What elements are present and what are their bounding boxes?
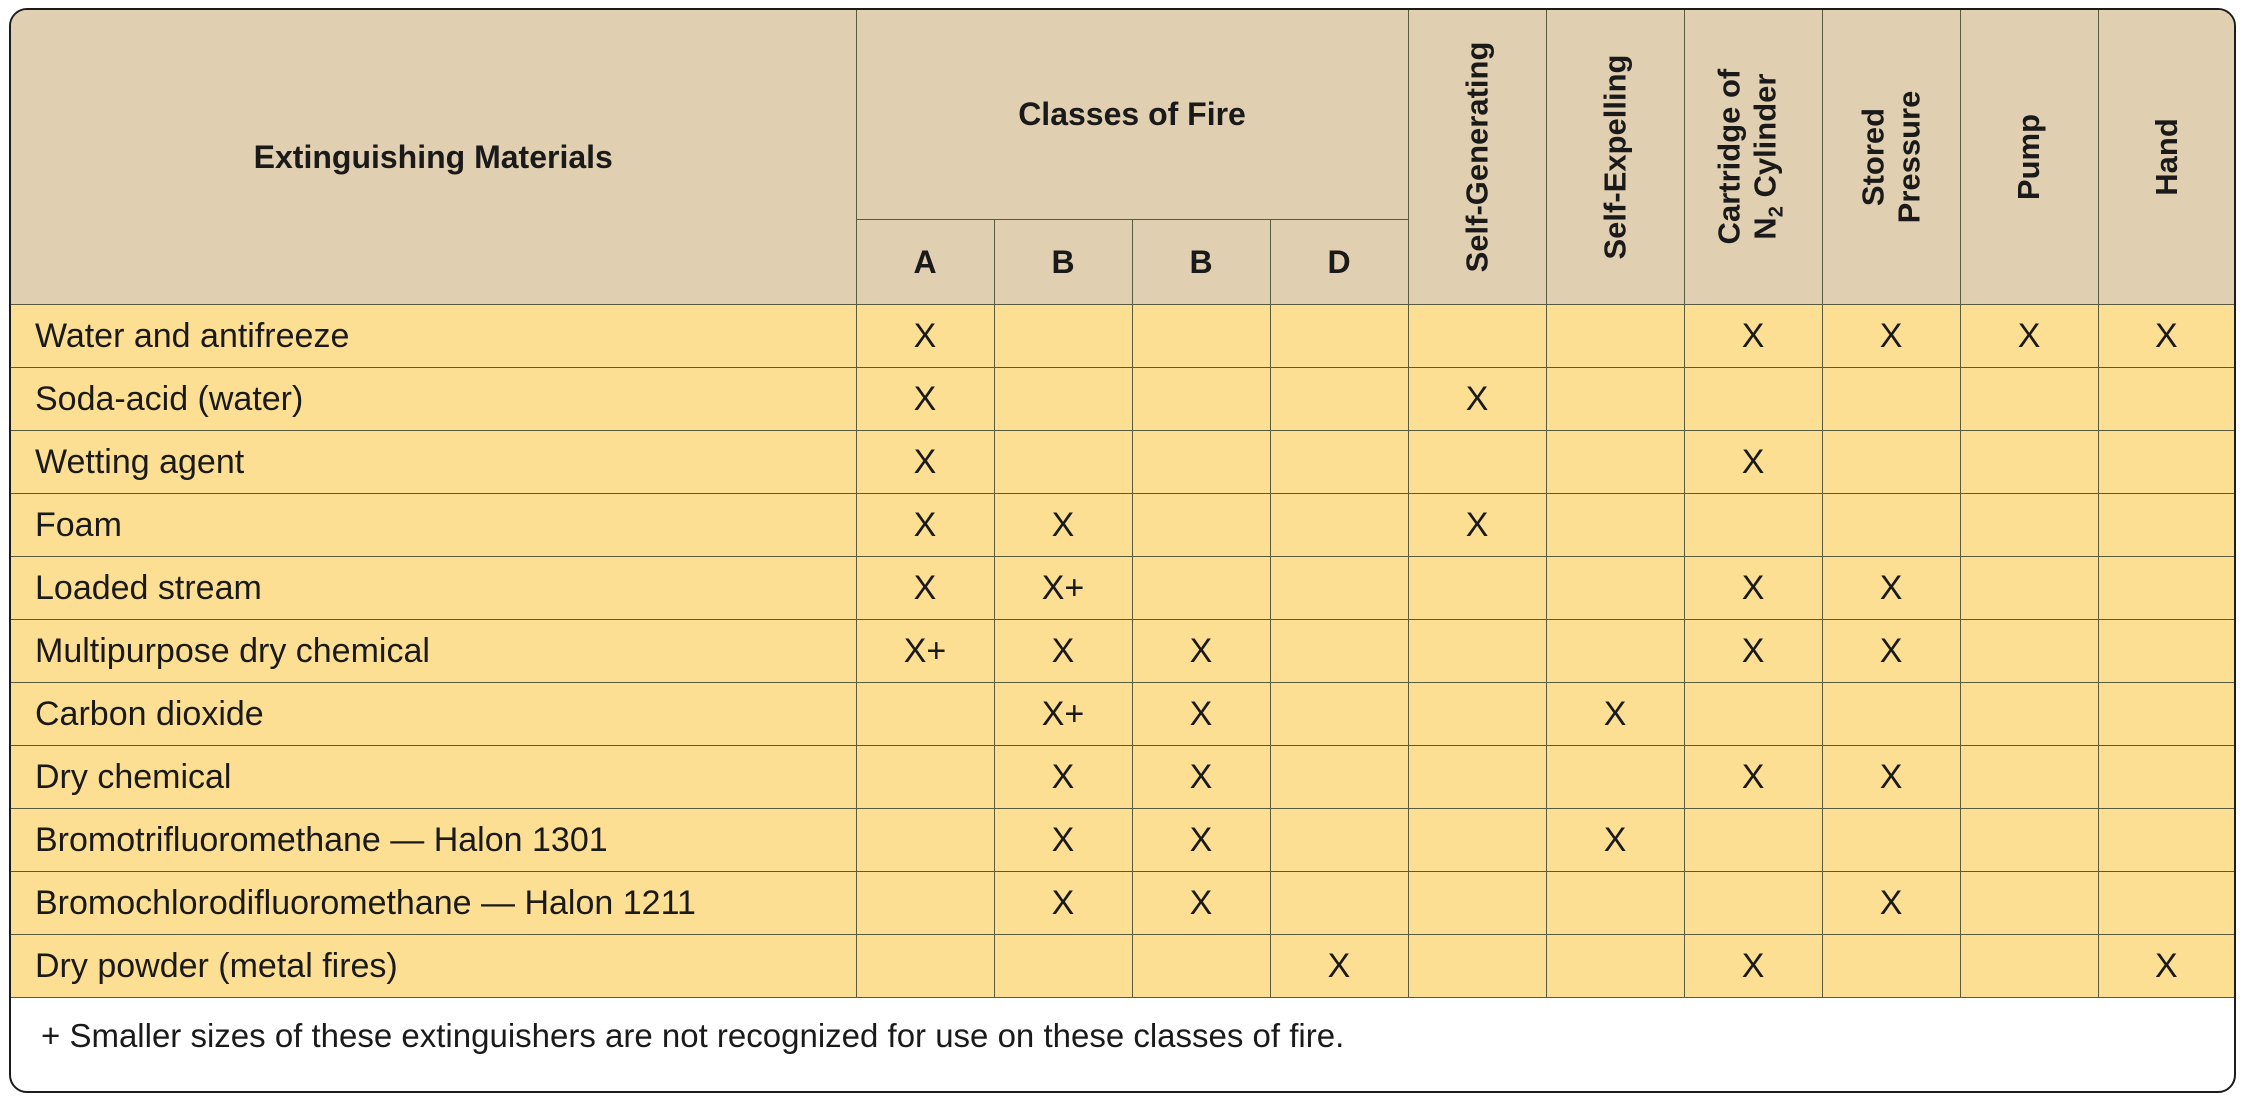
material-name: Dry powder (metal fires)	[11, 935, 856, 998]
table-row	[11, 683, 2234, 746]
table-cell	[1408, 746, 1546, 809]
table-cell	[1408, 872, 1546, 935]
class-b-header: B	[994, 220, 1132, 305]
table-row	[11, 872, 2234, 935]
table-cell	[1408, 431, 1546, 494]
table-cell: X	[1270, 935, 1408, 998]
table-cell: X	[856, 368, 994, 431]
table-cell	[2098, 368, 2234, 431]
table-row	[11, 620, 2234, 683]
table-cell	[1960, 368, 2098, 431]
table-cell	[1546, 872, 1684, 935]
table-cell	[1408, 620, 1546, 683]
class-d-header: D	[1270, 220, 1408, 305]
material-name: Soda-acid (water)	[11, 368, 856, 431]
table-cell	[1822, 494, 1960, 557]
table-cell	[1408, 305, 1546, 368]
table-cell: X	[1822, 557, 1960, 620]
table-cell	[2098, 683, 2234, 746]
table-cell	[2098, 431, 2234, 494]
table-cell	[1960, 557, 2098, 620]
material-name: Wetting agent	[11, 431, 856, 494]
table-cell	[1270, 809, 1408, 872]
table-cell: X	[994, 872, 1132, 935]
table-row	[11, 809, 2234, 872]
table-cell	[856, 746, 994, 809]
table-cell: X	[1684, 305, 1822, 368]
table-cell	[1132, 557, 1270, 620]
table-cell: X	[994, 494, 1132, 557]
method-header-cartridge	[1684, 10, 1822, 305]
table-cell	[856, 809, 994, 872]
method-header-pump	[1960, 10, 2098, 305]
method-header-label: Cartridge of	[1711, 69, 1747, 245]
table-cell	[1684, 809, 1822, 872]
table-cell	[2098, 746, 2234, 809]
table-cell	[1960, 872, 2098, 935]
table-cell: X	[994, 809, 1132, 872]
material-name: Carbon dioxide	[11, 683, 856, 746]
table-cell	[1270, 305, 1408, 368]
table-cell	[1684, 872, 1822, 935]
table-cell	[1408, 935, 1546, 998]
extinguisher-table	[11, 10, 2234, 1074]
table-row	[11, 431, 2234, 494]
table-cell	[1960, 746, 2098, 809]
method-header-self-generating	[1408, 10, 1546, 305]
table-cell	[1684, 683, 1822, 746]
table-cell: X	[856, 557, 994, 620]
table-cell	[1546, 368, 1684, 431]
table-cell	[1546, 620, 1684, 683]
method-header-label: Hand	[2148, 118, 2184, 196]
table-cell	[1960, 809, 2098, 872]
table-header	[11, 10, 2234, 305]
table-cell: X	[1822, 620, 1960, 683]
extinguisher-table-frame	[9, 8, 2236, 1093]
table-cell: X	[856, 305, 994, 368]
table-cell	[1822, 683, 1960, 746]
table-body	[11, 305, 2234, 998]
table-cell: X	[1132, 620, 1270, 683]
table-cell	[1960, 620, 2098, 683]
table-cell	[1822, 368, 1960, 431]
table-cell	[1684, 494, 1822, 557]
table-row	[11, 557, 2234, 620]
table-cell: X	[1822, 305, 1960, 368]
table-cell	[2098, 872, 2234, 935]
table-cell	[1270, 494, 1408, 557]
material-name: Multipurpose dry chemical	[11, 620, 856, 683]
table-cell	[1408, 809, 1546, 872]
table-cell: X	[1408, 368, 1546, 431]
table-cell: X	[1546, 809, 1684, 872]
table-cell	[856, 683, 994, 746]
method-header-self-expelling	[1546, 10, 1684, 305]
table-row	[11, 305, 2234, 368]
table-cell	[856, 872, 994, 935]
method-header-label-n2-text: $N_2$ Cylinder	[1747, 73, 1788, 241]
table-cell	[1132, 431, 1270, 494]
table-cell	[2098, 557, 2234, 620]
table-cell	[1270, 683, 1408, 746]
method-header-hand	[2098, 10, 2234, 305]
material-name: Loaded stream	[11, 557, 856, 620]
table-cell: X	[1684, 431, 1822, 494]
table-cell: X	[2098, 935, 2234, 998]
table-cell	[1546, 557, 1684, 620]
table-cell	[1546, 305, 1684, 368]
table-cell: X	[2098, 305, 2234, 368]
table-cell: X	[994, 620, 1132, 683]
table-cell	[1546, 935, 1684, 998]
table-cell	[1270, 368, 1408, 431]
table-cell: X	[856, 431, 994, 494]
method-header-label: Stored	[1855, 107, 1891, 207]
table-cell: X	[1684, 620, 1822, 683]
table-cell: X+	[994, 683, 1132, 746]
material-name: Water and antifreeze	[11, 305, 856, 368]
table-cell: X	[1684, 557, 1822, 620]
table-cell	[1270, 620, 1408, 683]
table-cell: X	[1132, 872, 1270, 935]
table-row	[11, 368, 2234, 431]
table-cell	[994, 368, 1132, 431]
table-cell: X	[1960, 305, 2098, 368]
classes-of-fire-header: Classes of Fire	[856, 10, 1408, 220]
method-header-label: Pump	[2011, 113, 2047, 201]
table-cell	[1270, 431, 1408, 494]
table-cell: X	[1132, 809, 1270, 872]
material-name: Dry chemical	[11, 746, 856, 809]
table-cell: X	[1132, 683, 1270, 746]
table-cell	[1546, 431, 1684, 494]
table-cell	[856, 935, 994, 998]
table-row	[11, 746, 2234, 809]
table-cell	[1270, 746, 1408, 809]
table-cell	[1132, 494, 1270, 557]
class-b-header-2: B	[1132, 220, 1270, 305]
table-cell	[994, 431, 1132, 494]
material-name: Foam	[11, 494, 856, 557]
table-row	[11, 935, 2234, 998]
table-cell	[1822, 431, 1960, 494]
footnote: + Smaller sizes of these extinguishers are not recognized for use on these classes of fire.	[11, 998, 2234, 1075]
table-cell	[1960, 494, 2098, 557]
method-header-label: Self-Expelling	[1597, 54, 1633, 260]
table-cell: X	[1132, 746, 1270, 809]
method-header-label: Pressure	[1891, 90, 1927, 224]
table-row	[11, 494, 2234, 557]
table-cell	[1822, 809, 1960, 872]
table-cell: X	[1822, 872, 1960, 935]
table-cell	[994, 305, 1132, 368]
table-cell	[1960, 431, 2098, 494]
table-cell	[1822, 935, 1960, 998]
method-header-stored-pressure	[1822, 10, 1960, 305]
method-header-label: Self-Generating	[1459, 41, 1495, 273]
table-cell	[1132, 305, 1270, 368]
class-a-header: A	[856, 220, 994, 305]
table-cell	[2098, 809, 2234, 872]
table-cell	[2098, 494, 2234, 557]
extinguishing-materials-header: Extinguishing Materials	[11, 10, 856, 305]
table-cell	[1132, 935, 1270, 998]
table-cell	[1408, 683, 1546, 746]
table-cell	[994, 935, 1132, 998]
table-cell: X+	[994, 557, 1132, 620]
table-cell	[1270, 557, 1408, 620]
table-cell: X	[1822, 746, 1960, 809]
table-cell	[1960, 935, 2098, 998]
table-cell	[1546, 746, 1684, 809]
table-cell: X	[856, 494, 994, 557]
table-cell	[1132, 368, 1270, 431]
material-name: Bromochlorodifluoromethane — Halon 1211	[11, 872, 856, 935]
material-name: Bromotrifluoromethane — Halon 1301	[11, 809, 856, 872]
table-cell	[1960, 683, 2098, 746]
table-cell: X	[1684, 935, 1822, 998]
table-cell: X+	[856, 620, 994, 683]
table-cell	[2098, 620, 2234, 683]
method-header-label-n2	[1747, 69, 1794, 245]
table-cell: X	[994, 746, 1132, 809]
table-cell	[1546, 494, 1684, 557]
table-cell	[1684, 368, 1822, 431]
table-cell	[1270, 872, 1408, 935]
table-cell: X	[1684, 746, 1822, 809]
table-cell: X	[1408, 494, 1546, 557]
table-cell: X	[1546, 683, 1684, 746]
table-cell	[1408, 557, 1546, 620]
